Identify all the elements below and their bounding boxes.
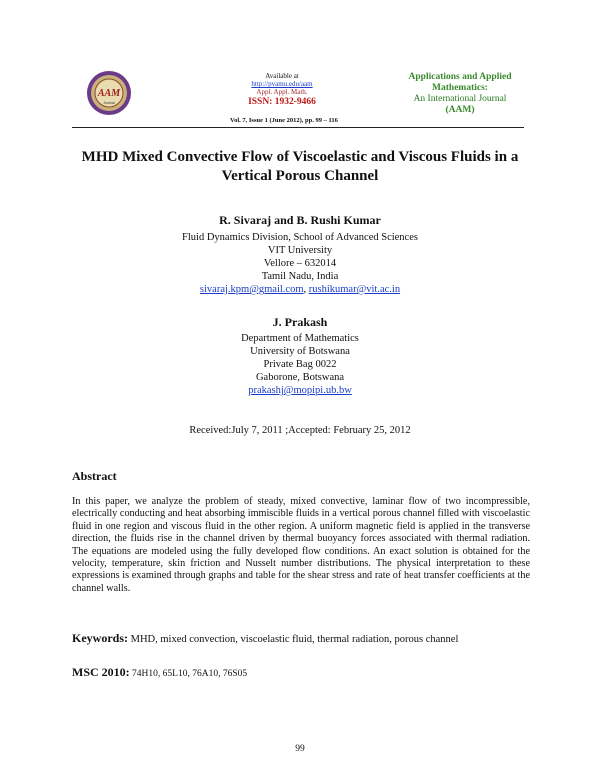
paper-title [40, 148, 560, 186]
author-group-2-names: J. Prakash [272, 315, 328, 329]
affiliation-line: Fluid Dynamics Division, School of Advanced Sciences [182, 232, 418, 243]
journal-name-line1: Applications and Applied [408, 72, 512, 82]
msc-line [72, 665, 247, 680]
affiliation-line: Department of Mathematics [241, 333, 359, 344]
journal-name-line2: Mathematics: [432, 83, 488, 93]
email-link-prakash[interactable]: prakashj@mopipi.ub.bw [248, 385, 352, 396]
available-at-label: Available at [265, 72, 299, 80]
title-line-2: Vertical Porous Channel [221, 168, 379, 184]
journal-url-link[interactable]: http://pvamu.edu/aam [251, 80, 313, 88]
affiliation-line: University of Botswana [250, 346, 350, 357]
email-line [60, 384, 540, 397]
msc-value: 74H10, 65L10, 76A10, 76S05 [132, 669, 248, 679]
volume-issue-line: Vol. 7, Issue 1 (June 2012), pp. 99 – 116 [230, 117, 338, 124]
affiliation-line: Private Bag 0022 [263, 359, 337, 370]
abstract-heading: Abstract [72, 469, 117, 483]
journal-abbreviation: Appl. Appl. Math. [256, 88, 308, 96]
issn: ISSN: 1932-9466 [248, 97, 316, 107]
email-link-rushikumar[interactable]: rushikumar@vit.ac.in [308, 284, 401, 295]
logo-text: AAM [97, 88, 121, 99]
affiliation-line: Gaborone, Botswana [255, 372, 345, 383]
journal-short-name: (AAM) [445, 105, 475, 115]
journal-name-block [398, 72, 522, 116]
journal-subtitle: An International Journal [413, 94, 507, 104]
journal-logo [86, 70, 132, 116]
title-line-1: MHD Mixed Convective Flow of Viscoelastic and Viscous Fluids in a [81, 149, 519, 165]
msc-label: MSC 2010: [72, 665, 130, 679]
abstract-text: In this paper, we analyze the problem of steady, mixed convective, laminar flow of two incompressible, electrically conducting and heat absorbing immiscible fluids in a vertical porous channel filled with viscoelastic fluid in one region and viscous fluid in the other region. A uniform magnetic field is applied in the transverse direction, the fluids rise in the channel driven by thermal buoyancy forces associated with thermal radiation. The equations are modeled using the fully developed flow conditions. An exact solution is obtained for the velocity, temperature, skin friction and Nusselt number distributions. The physical interpretation to these expressions is examined through graphs and table for the shear stress and rate of heat transfer coefficients at the channel walls. [72, 496, 530, 594]
received-accepted-dates: Received:July 7, 2011 ;Accepted: February 25, 2012 [189, 425, 411, 436]
header-rule [72, 127, 524, 128]
author-group-1-affiliation [60, 231, 540, 296]
keywords-value: MHD, mixed convection, viscoelastic fluid, thermal radiation, porous channel [130, 634, 459, 645]
author-group-1-names: R. Sivaraj and B. Rushi Kumar [219, 213, 381, 227]
author-group-2-affiliation [60, 332, 540, 397]
affiliation-line: Vellore – 632014 [263, 258, 337, 269]
keywords-line [72, 631, 458, 646]
email-link-sivaraj[interactable]: sivaraj.kpm@gmail.com [199, 284, 304, 295]
email-separator: , [303, 284, 307, 295]
logo-subtext: Journal [103, 101, 115, 105]
keywords-label: Keywords: [72, 631, 128, 645]
affiliation-line: Tamil Nadu, India [261, 271, 339, 282]
page-number: 99 [295, 744, 305, 754]
affiliation-line: VIT University [267, 245, 333, 256]
email-line [60, 283, 540, 296]
